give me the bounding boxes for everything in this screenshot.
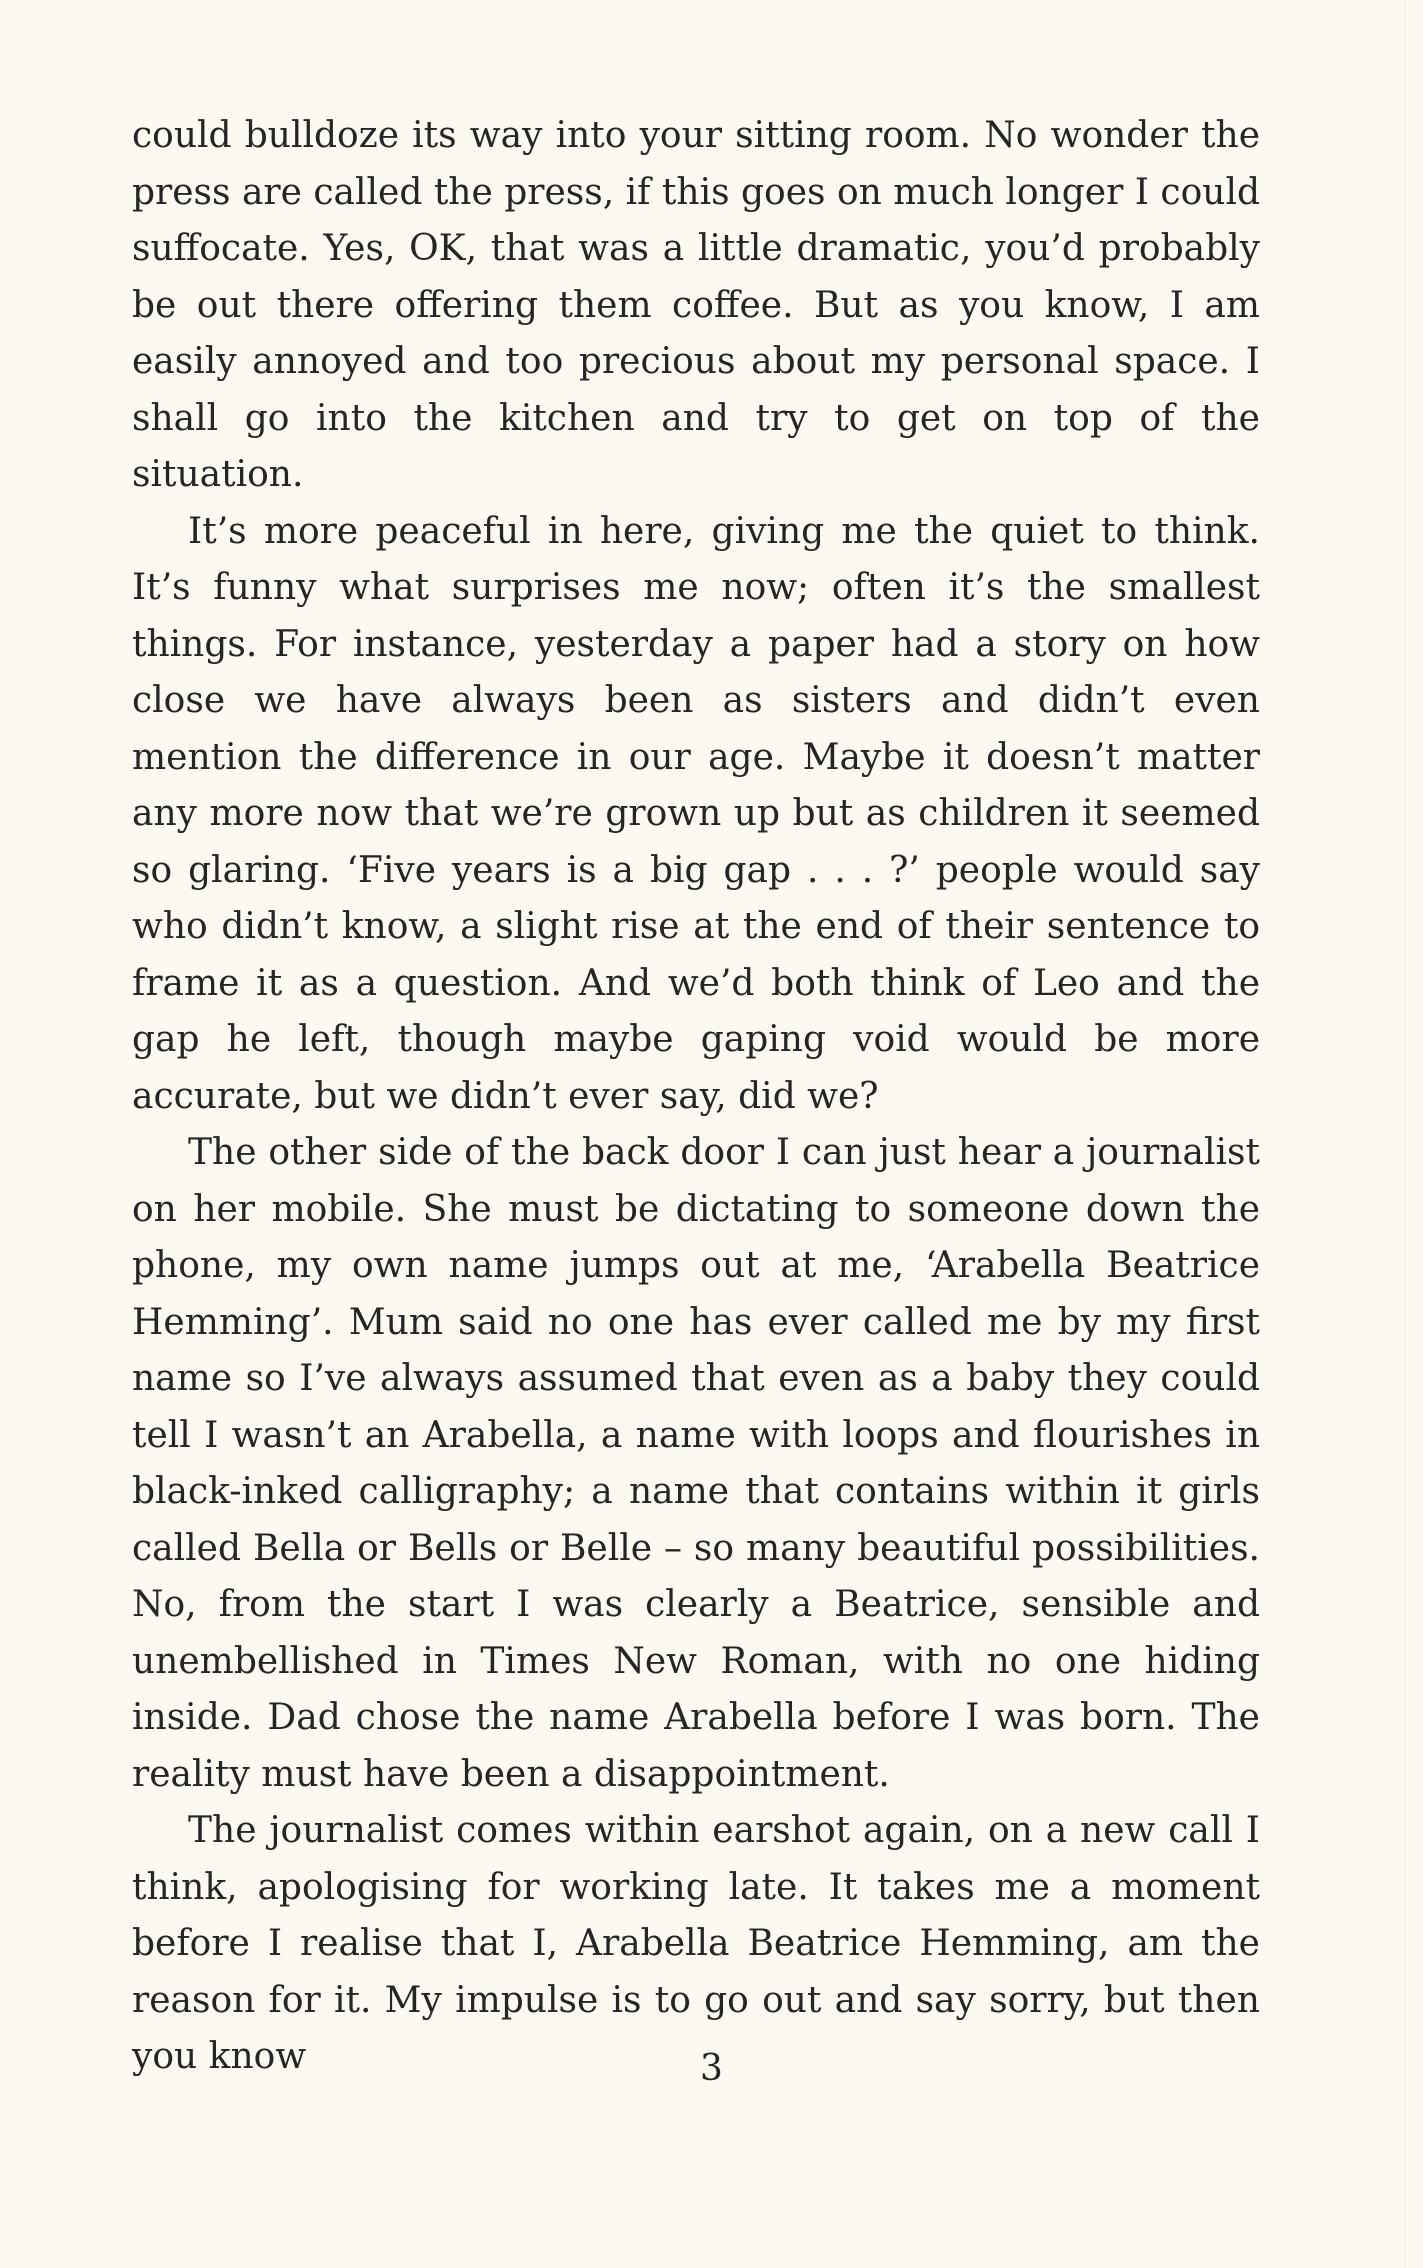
paragraph-4: The journalist comes within earshot again, on a new call I think, apologising for working late. It takes me a moment before I realise that I, Arabella Beatrice Hemming, am the reason for it. My impulse is to go out and say sorry, but then you know	[132, 1810, 1260, 2077]
page-number: 3	[700, 2048, 723, 2089]
paragraph-3: The other side of the back door I can just hear a journalist on her mobile. She must be dictating to someone down the phone, my own name jumps out at me, ‘Arabella Beatrice Hemming’. Mum said no one has ever called me by my first name so I’ve always assumed that even as a baby they could tell I wasn’t an Arabella, a name with loops and flourishes in black-inked calligraphy; a name that contains within it girls called Bella or Bells or Belle – so many beautiful possibilities. No, from the start I was clearly a Beatrice, sensible and unembellished in Times New Roman, with no one hiding inside. Dad chose the name Arabella before I was born. The reality must have been a disappointment.	[132, 1132, 1260, 1795]
body-text	[132, 108, 1260, 2086]
paragraph-1: could bulldoze its way into your sitting room. No wonder the press are called the press, if this goes on much longer I could suffocate. Yes, OK, that was a little dramatic, you’d probably be out there offering them coffee. But as you know, I am easily annoyed and too precious about my personal space. I shall go into the kitchen and try to get on top of the situation.	[132, 115, 1260, 495]
page-edge-line	[1404, 0, 1405, 2268]
paragraph-2: It’s more peaceful in here, giving me the quiet to think. It’s funny what surprises me now; often it’s the smallest things. For instance, yesterday a paper had a story on how close we have always been as sisters and didn’t even mention the difference in our age. Maybe it doesn’t matter any more now that we’re grown up but as children it seemed so glaring. ‘Five years is a big gap . . . ?’ people would say who didn’t know, a slight rise at the end of their sentence to frame it as a question. And we’d both think of Leo and the gap he left, though maybe gaping void would be more accurate, but we didn’t ever say, did we?	[132, 510, 1260, 1117]
